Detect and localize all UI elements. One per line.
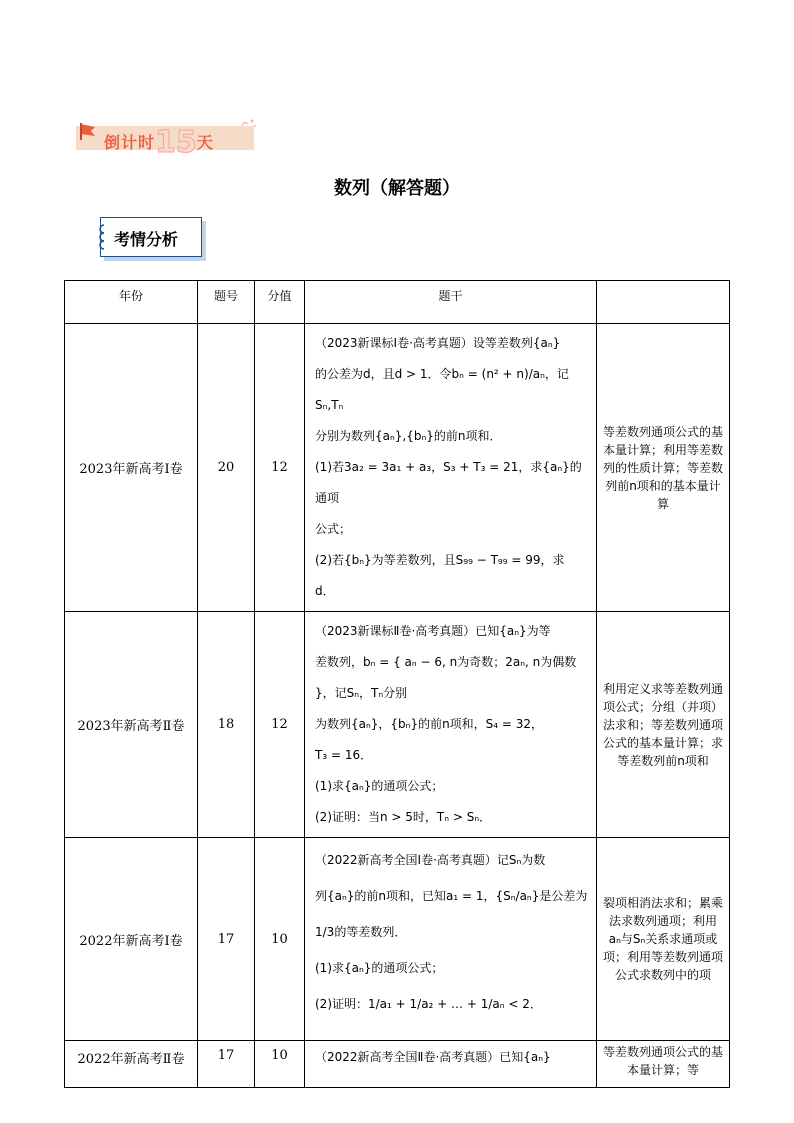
cell-question (305, 324, 597, 612)
header-score: 分值 (255, 281, 305, 324)
header-analysis (597, 281, 730, 324)
table-header-row (65, 281, 730, 324)
cell-question (305, 612, 597, 838)
cell-number: 17 (198, 1041, 255, 1088)
cell-year: 2023年新高考Ⅱ卷 (65, 612, 198, 838)
cell-number: 20 (198, 324, 255, 612)
cell-score: 12 (255, 612, 305, 838)
page-title: 数列（解答题） (334, 178, 460, 199)
banner-text (104, 125, 214, 160)
table-row (65, 1041, 730, 1088)
cell-number: 18 (198, 612, 255, 838)
sparkle-icon (238, 116, 258, 132)
question-line: 为数列{aₙ}，{bₙ}的前n项和，S₄ = 32， (315, 717, 544, 731)
question-line: (1)求{aₙ}的通项公式； (315, 779, 444, 793)
binder-rings-icon (96, 223, 108, 251)
cell-number: 17 (198, 838, 255, 1041)
question-line: 列{aₙ}的前n项和，已知a₁ = 1，{Sₙ/aₙ}是公差为 (315, 889, 588, 903)
table-row (65, 612, 730, 838)
cell-year: 2022年新高考Ⅰ卷 (65, 838, 198, 1041)
question-line: （2023新课标Ⅰ卷·高考真题）设等差数列{aₙ} (315, 336, 561, 350)
question-line: 分别为数列{aₙ},{bₙ}的前n项和． (315, 429, 502, 443)
question-line: 公式； (315, 522, 352, 536)
header-number: 题号 (198, 281, 255, 324)
cell-score: 10 (255, 838, 305, 1041)
cell-year: 2022年新高考Ⅱ卷 (65, 1041, 198, 1088)
section-title: 考情分析 (114, 230, 179, 249)
exam-analysis-table (64, 280, 730, 1088)
cell-year: 2023年新高考Ⅰ卷 (65, 324, 198, 612)
question-line: （2022新高考全国Ⅱ卷·高考真题）已知{aₙ} (315, 1050, 551, 1064)
section-label (96, 213, 202, 257)
countdown-banner (76, 112, 254, 160)
question-line: (2)证明：1/a₁ + 1/a₂ + … + 1/aₙ < 2． (315, 997, 542, 1011)
banner-number: 15 (155, 125, 197, 160)
cell-analysis: 利用定义求等差数列通项公式；分组（并项）法求和；等差数列通项公式的基本量计算；求等差数列前n项和 (597, 612, 730, 838)
analysis-text: 等差数列通项公式的基本量计算；等 (603, 1045, 723, 1077)
banner-label: 倒计时 (104, 133, 156, 152)
cell-question (305, 838, 597, 1041)
question-line: （2023新课标Ⅱ卷·高考真题）已知{aₙ}为等 (315, 624, 551, 638)
question-line: 1/3的等差数列． (315, 925, 407, 939)
flag-icon (78, 122, 98, 140)
question-line: d． (315, 584, 335, 598)
question-line: (1)若3a₂ = 3a₁ + a₃，S₃ + T₃ = 21，求{aₙ}的通项 (315, 460, 582, 505)
question-line: （2022新高考全国Ⅰ卷·高考真题）记Sₙ为数 (315, 853, 546, 867)
header-year: 年份 (65, 281, 198, 324)
table-row (65, 838, 730, 1041)
banner-suffix: 天 (196, 133, 214, 152)
table-row (65, 324, 730, 612)
question-line: (2)证明：当n > 5时，Tₙ > Sₙ． (315, 810, 492, 824)
question-line: 差数列，bₙ = { aₙ − 6, n为奇数；2aₙ, n为偶数 }，记Sₙ，Tₙ分别 (315, 655, 577, 700)
cell-analysis: 等差数列通项公式的基本量计算；利用等差数列的性质计算；等差数列前n项和的基本量计算 (597, 324, 730, 612)
header-question: 题干 (305, 281, 597, 324)
question-line: (2)若{bₙ}为等差数列，且S₉₉ − T₉₉ = 99，求 (315, 553, 565, 567)
question-line: 的公差为d，且d > 1．令bₙ = (n² + n)/aₙ，记Sₙ,Tₙ (315, 367, 569, 412)
cell-score: 10 (255, 1041, 305, 1088)
question-line: T₃ = 16． (315, 748, 373, 762)
cell-analysis (597, 1041, 730, 1088)
cell-analysis: 裂项相消法求和；累乘法求数列通项；利用aₙ与Sₙ关系求通项或项；利用等差数列通项公式求数列中的项 (597, 838, 730, 1041)
cell-question (305, 1041, 597, 1088)
question-line: (1)求{aₙ}的通项公式； (315, 961, 444, 975)
cell-score: 12 (255, 324, 305, 612)
